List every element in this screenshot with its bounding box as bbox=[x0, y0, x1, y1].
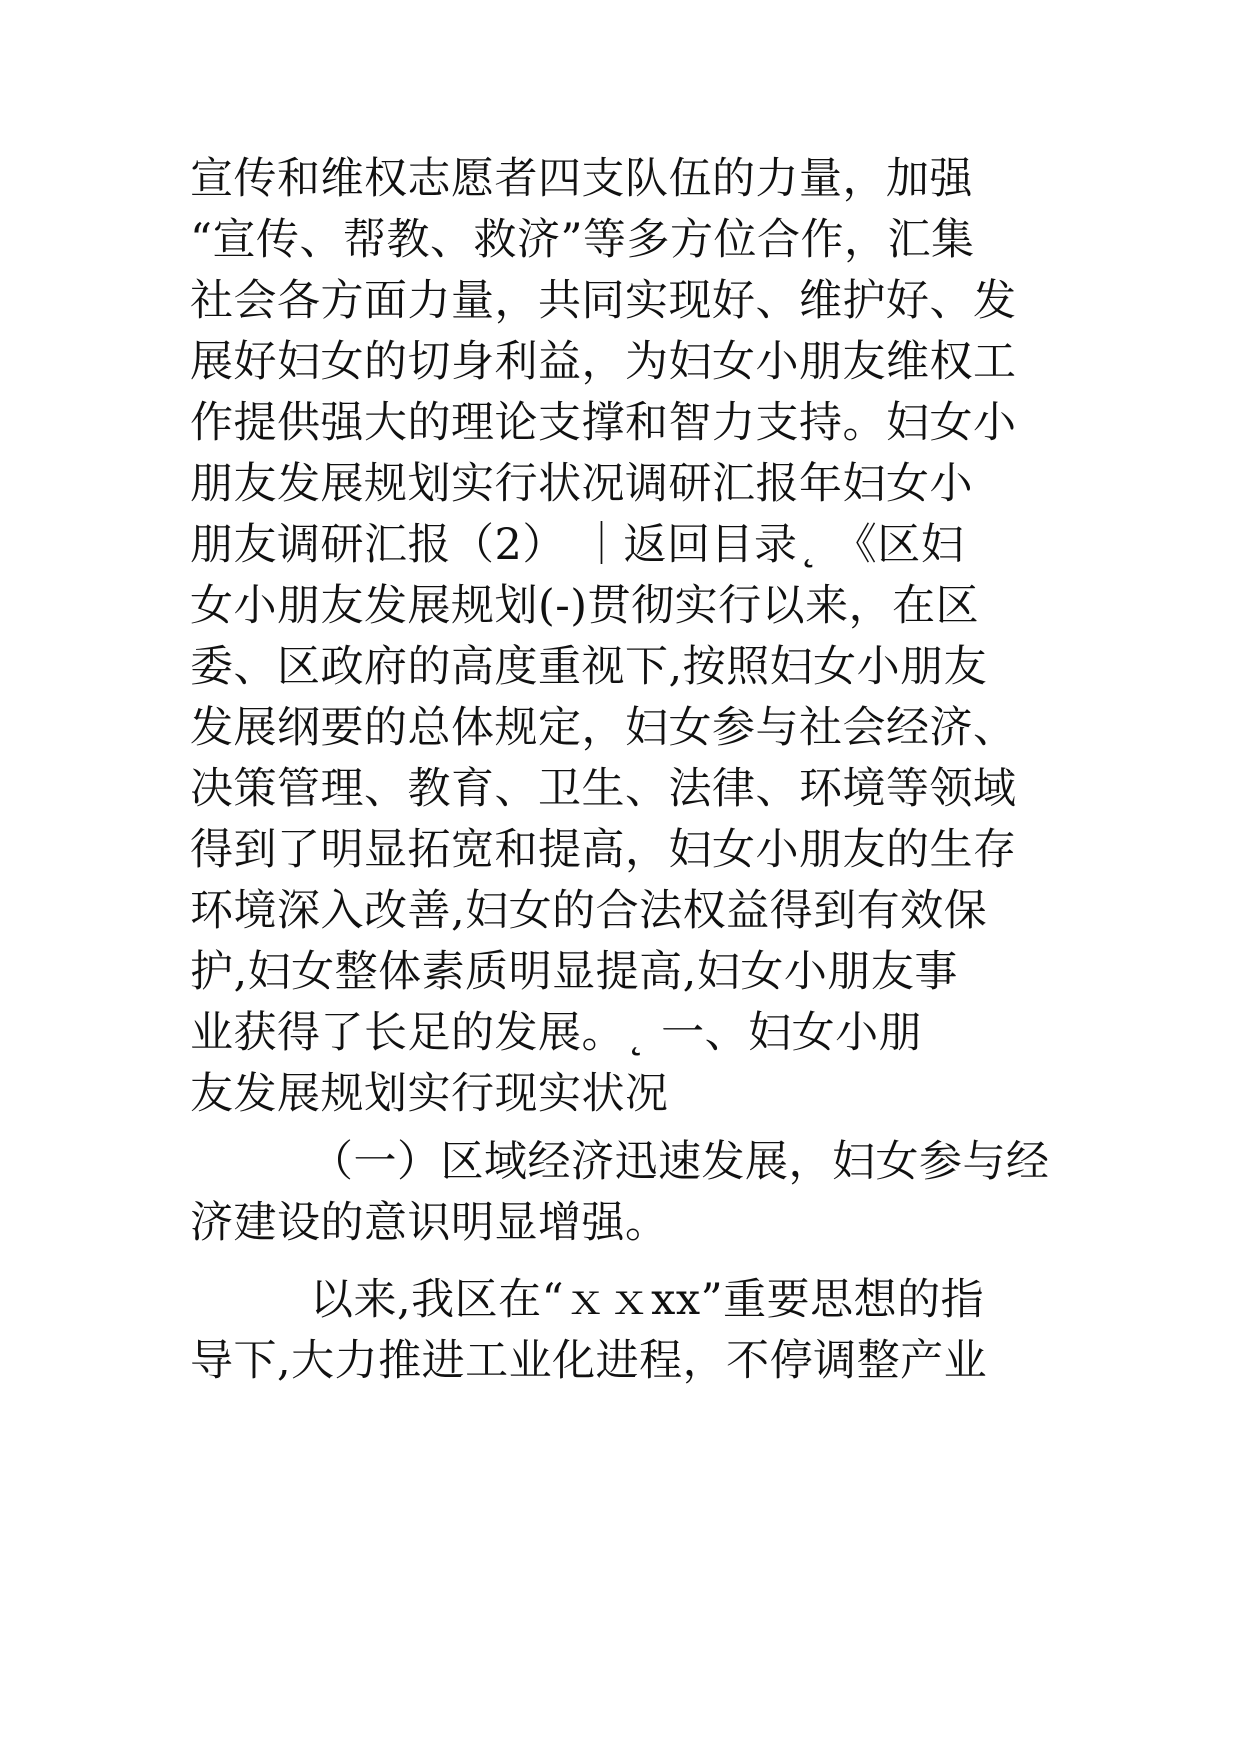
text-line: “宣传、帮教、救济”等多方位合作，汇集 bbox=[190, 215, 975, 265]
body-text bbox=[190, 150, 1090, 1391]
text-line: 朋友发展规划实行状况调研汇报年妇女小 bbox=[190, 459, 973, 509]
text-line: 展好妇女的切身利益，为妇女小朋友维权工 bbox=[190, 337, 1017, 387]
text-line: 护,妇女整体素质明显提高,妇女小朋友事 bbox=[190, 947, 958, 997]
text-line: 朋友调研汇报（2） ｜返回目录˛ 《区妇 bbox=[190, 520, 965, 570]
paragraph-start: 以来,我区在“ｘｘxx”重要思想的指 bbox=[310, 1275, 985, 1325]
text-line: 发展纲要的总体规定，妇女参与社会经济、 bbox=[190, 703, 1017, 753]
subsection-heading: （一）区域经济迅速发展，妇女参与经 bbox=[310, 1137, 1050, 1187]
text-line: 宣传和维权志愿者四支队伍的力量，加强 bbox=[190, 154, 973, 204]
text-line: 环境深入改善,妇女的合法权益得到有效保 bbox=[190, 886, 988, 936]
section-heading: 友发展规划实行现实状况 bbox=[190, 1069, 669, 1119]
text-line: 社会各方面力量，共同实现好、维护好、发 bbox=[190, 276, 1017, 326]
text-line: 济建设的意识明显增强。 bbox=[190, 1198, 669, 1248]
text-line: 导下,大力推进工业化进程，不停调整产业 bbox=[190, 1336, 988, 1386]
text-line: 决策管理、教育、卫生、法律、环境等领域 bbox=[190, 764, 1017, 814]
text-line: 委、区政府的高度重视下,按照妇女小朋友 bbox=[190, 642, 988, 692]
text-line: 女小朋友发展规划(-)贯彻实行以来，在区 bbox=[190, 581, 980, 631]
text-line: 得到了明显拓宽和提高，妇女小朋友的生存 bbox=[190, 825, 1017, 875]
text-line: 作提供强大的理论支撑和智力支持。妇女小 bbox=[190, 398, 1017, 448]
text-line: 业获得了长足的发展。˛ 一、妇女小朋 bbox=[190, 1008, 923, 1058]
